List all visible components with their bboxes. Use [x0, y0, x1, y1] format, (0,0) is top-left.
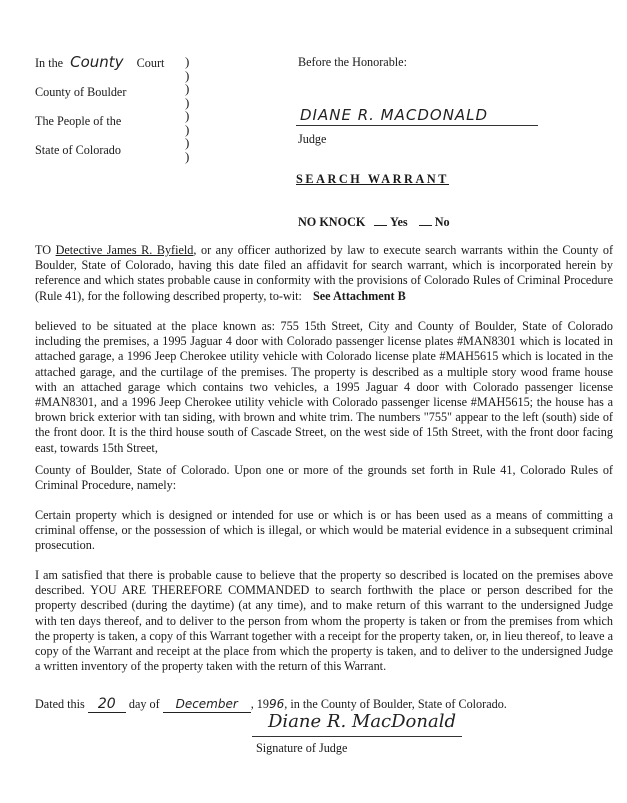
dated-day-of: day of — [128, 697, 160, 711]
signature-label: Signature of Judge — [256, 741, 348, 755]
paragraph-property: Certain property which is designed or intended for use or which is or has been used as a means of committing a criminal offense, or the possession of which is illegal, or which would be material evidence in a subsequent criminal prosecution. — [35, 508, 613, 553]
court-label: Court — [136, 56, 165, 70]
dated-prefix: Dated this — [35, 697, 85, 711]
paragraph-command: I am satisfied that there is probable cause to believe that the property so described is located on the premises above described. YOU ARE THEREFORE COMMANDED to search forthwith the place or person described for the property described (during the daytime) (at any time), and to make return of this warrant to the undersigned Judge with ten days thereof, and to deliver to the person from whom the property is taken or from the premises from which the property is taken, a copy of this Warrant together with a receipt for the property taken, or, in lieu thereof, to leave a copy of the Warrant and receipt at the place from which the property is taken, and to deliver to the undersigned Judge a written inventory of the property taken with the return of this Warrant. — [35, 568, 614, 674]
judge-name-handwritten: DIANE R. MACDONALD — [300, 106, 489, 124]
document-title: SEARCH WARRANT — [296, 172, 449, 186]
dated-day: 20 — [88, 697, 126, 713]
people-line: The People of the — [35, 114, 122, 128]
caption-parentheses: ) ) ) ) ) ) ) ) — [185, 54, 190, 164]
attachment-reference: See Attachment B — [312, 288, 406, 303]
no-label: No — [434, 215, 450, 229]
before-honorable-label: Before the Honorable: — [298, 55, 407, 69]
state-line: State of Colorado — [35, 143, 121, 157]
no-blank — [419, 225, 432, 226]
court-type-handwritten: County — [70, 53, 124, 71]
judge-name-line — [296, 125, 538, 126]
dated-month: December — [163, 697, 251, 713]
signature-line — [252, 736, 462, 737]
paragraph-addressee — [35, 243, 613, 304]
no-knock-row — [298, 215, 450, 230]
no-knock-label: NO KNOCK — [298, 215, 366, 229]
paragraph-grounds: County of Boulder, State of Colorado. Upon one or more of the grounds set forth in Rule 41, Colorado Rules of Criminal Procedure, namely: — [35, 463, 613, 493]
judge-signature: Diane R. MacDonald — [268, 711, 456, 732]
yes-label: Yes — [390, 215, 408, 229]
paragraph-location: believed to be situated at the place known as: 755 15th Street, City and County of Boulder, State of Colorado including the premises, a 1995 Jaguar 4 door with Colorado passenger license plates #MAN8301 which is located in attached garage, a 1996 Jeep Cherokee utility vehicle with Colorado license plate #MAH5615 which is located in the attached garage, and the curtilage of the premises. The property is described as a multiple story wood frame house with an attached garage which contains two vehicles, a 1995 Jaguar 4 door with Colorado passenger license #MAN8301, and a 1996 Jeep Cherokee utility vehicle with Colorado passenger license #MAH5615; the house has a brown brick exterior with tan siding, with brown and white trim. The numbers "755" appear to the left (south) side of the front door. It is the third house south of Cascade Street, on the west side of 15th Street, with the front door facing east, towards 15th Street, — [35, 319, 613, 455]
judge-label: Judge — [298, 132, 327, 146]
paragraph-addressee-text: , or any officer authorized by law to execute search warrants within the County of Boulder, State of Colorado, having this date filed an affidavit for search warrant, which is incorporated herein by reference and which states probable cause in conformity with the provisions of Colorado Rules of Criminal Procedure (Rule 41), for the following described property, to-wit: — [35, 243, 613, 303]
dated-suffix: , in the County of Boulder, State of Colorado. — [284, 697, 507, 711]
in-the-label: In the — [35, 56, 64, 70]
dated-year-prefix: , 19 — [250, 697, 269, 711]
yes-blank — [374, 225, 387, 226]
county-line: County of Boulder — [35, 85, 127, 99]
dated-year: 96 — [268, 697, 285, 711]
to-prefix: TO — [35, 243, 52, 257]
officer-name: Detective James R. Byfield — [55, 243, 194, 257]
